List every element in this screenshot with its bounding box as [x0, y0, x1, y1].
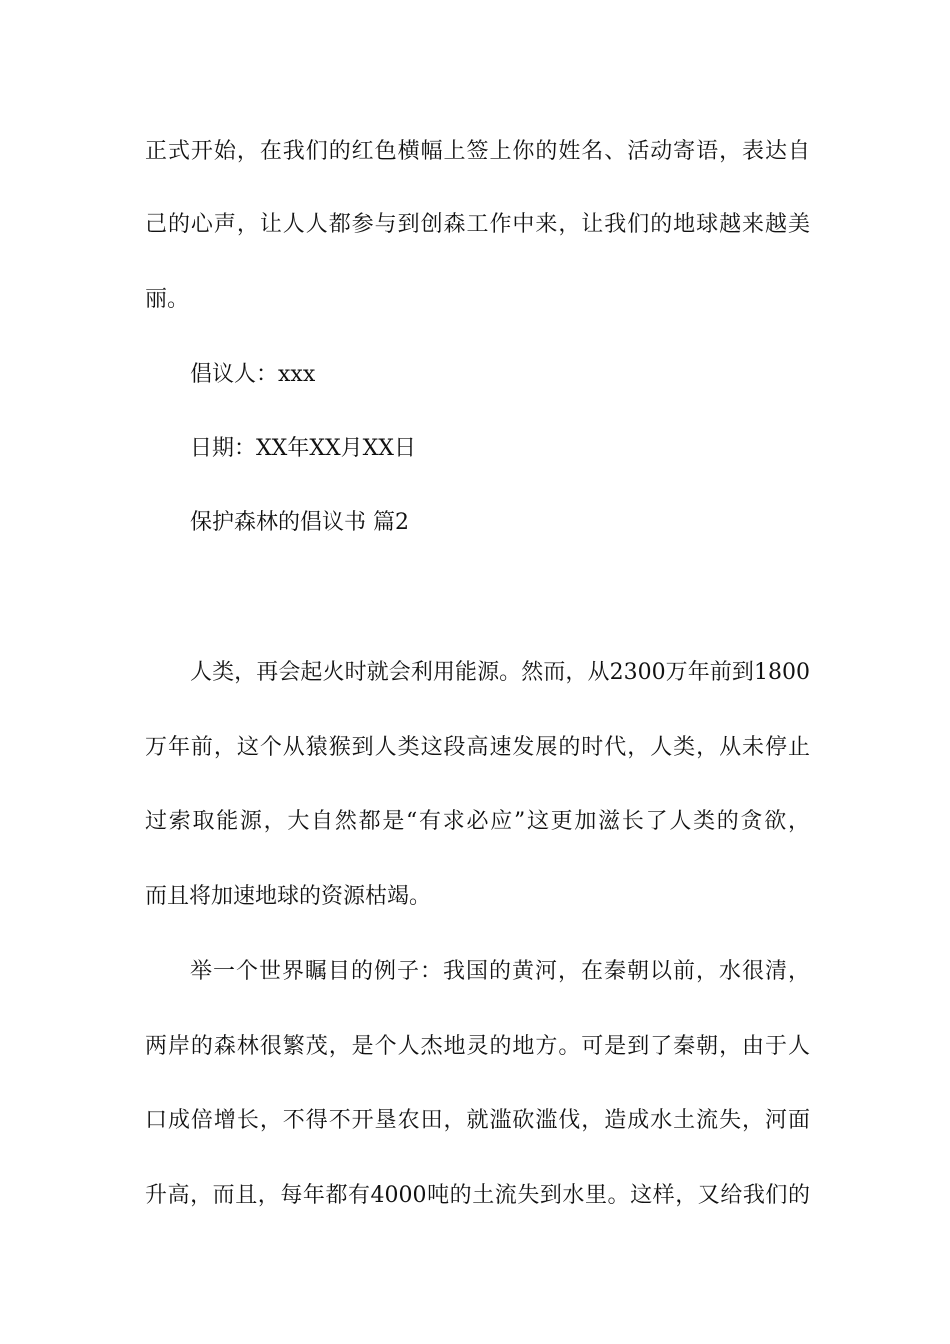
proposer-line: 倡议人：xxx: [190, 362, 316, 387]
paragraph-1-line-2: 己的心声，让人人都参与到创森工作中来，让我们的地球越来越美: [145, 212, 810, 237]
paragraph-1-line-3: 丽。: [145, 287, 190, 312]
paragraph-3-line-3: 口成倍增长，不得不开垦农田，就滥砍滥伐，造成水土流失，河面: [145, 1108, 810, 1133]
date-line: 日期：XX年XX月XX日: [190, 436, 416, 461]
paragraph-2-line-3: 过索取能源，大自然都是“有求必应”这更加滋长了人类的贪欲，: [145, 809, 810, 834]
paragraph-2-line-2: 万年前，这个从猿猴到人类这段高速发展的时代，人类，从未停止: [145, 735, 810, 760]
paragraph-3-line-2: 两岸的森林很繁茂，是个人杰地灵的地方。可是到了秦朝，由于人: [145, 1034, 810, 1059]
paragraph-3-line-1: 举一个世界瞩目的例子：我国的黄河，在秦朝以前，水很清，: [190, 959, 810, 984]
paragraph-2-line-1: 人类，再会起火时就会利用能源。然而，从2300万年前到1800: [190, 660, 810, 685]
paragraph-3-line-4: 升高，而且，每年都有4000吨的土流失到水里。这样，又给我们的: [145, 1183, 810, 1208]
paragraph-2-line-4: 而且将加速地球的资源枯竭。: [145, 884, 432, 909]
paragraph-1-line-1: 正式开始，在我们的红色横幅上签上你的姓名、活动寄语，表达自: [145, 139, 810, 164]
section-title: 保护森林的倡议书 篇2: [190, 510, 409, 535]
